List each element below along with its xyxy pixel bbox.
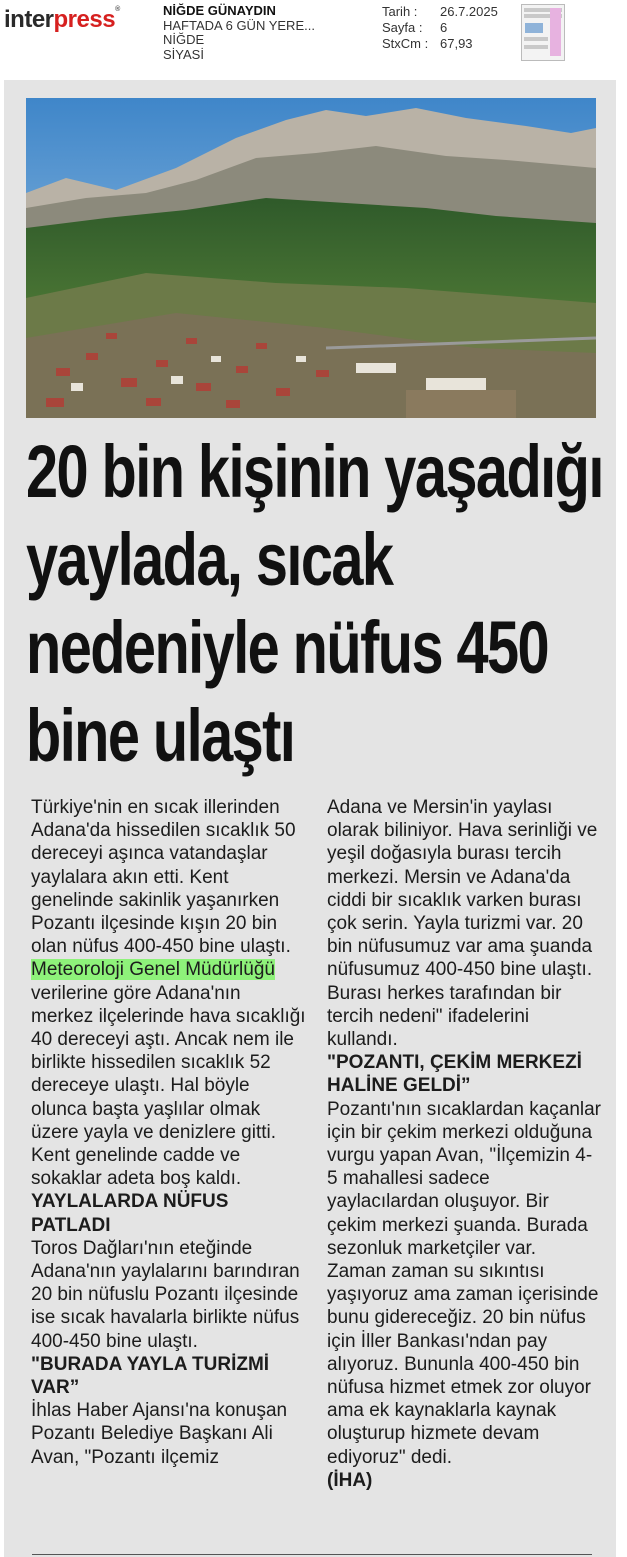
highlighted-term: Meteoroloji Genel Müdürlüğü <box>31 959 275 981</box>
date-label: Tarih : <box>382 4 418 19</box>
agency-credit: (İHA) <box>327 1469 373 1491</box>
page-label: Sayfa : <box>382 20 423 35</box>
thumb-band <box>524 37 548 41</box>
size-value: 67,93 <box>440 36 473 51</box>
size-row <box>382 36 498 52</box>
clipping-meta <box>382 4 498 52</box>
paragraph: Toros Dağları'nın eteğinde Adana'nın yaylalarını barındıran 20 bin nüfuslu Pozantı ilçesinde ise sıcak havalarla birlikte nüfus 400-450 bine ulaştı. <box>31 1237 300 1352</box>
page-row <box>382 20 498 36</box>
paragraph: Adana ve Mersin'in yaylası olarak biliniyor. Hava serinliği ve yeşil doğasıyla burası tercih merkezi. Mersin ve Adana'da ciddi bir sıcaklık varken burası çok serin. Yayla turizmi var. 20 bin nüfusumuz var ama şuanda nüfusumuz 400-450 bine ulaştı. Burası herkes tarafından bir tercih nedeni" ifadelerini kullandı. <box>327 797 598 1051</box>
article-column-left <box>31 796 306 1469</box>
date-row <box>382 4 498 20</box>
date-value: 26.7.2025 <box>440 4 498 19</box>
article-photo <box>26 98 596 418</box>
size-label: StxCm : <box>382 36 429 51</box>
publication-name: NİĞDE GÜNAYDIN <box>163 3 276 18</box>
thumb-highlight <box>550 8 561 56</box>
paragraph <box>31 958 306 1190</box>
subheading: "POZANTI, ÇEKİM MERKEZİ HALİNE GELDİ” <box>327 1052 582 1097</box>
interpress-logo <box>4 6 120 34</box>
logo-text: inter <box>4 6 54 33</box>
thumb-band <box>524 45 548 49</box>
registered-mark: ® <box>115 6 120 13</box>
bottom-divider <box>32 1554 592 1555</box>
logo-accent-text: press <box>53 6 116 33</box>
subheading: "BURADA YAYLA TURİZMİ VAR” <box>31 1353 270 1399</box>
paragraph: Zaman zaman su sıkıntısı yaşıyoruz ama zaman içerisinde bunu gidereceğiz. 20 bin nüfus için İller Bankası'ndan pay alıyoruz. Bununla 400-450 bin nüfusa hizmet etmek zor oluyor ama ek kaynaklarla kaynak oluşturup hizmete devam ediyoruz" dedi. <box>327 1261 599 1468</box>
paragraph: Türkiye'nin en sıcak illerinden Adana'da hissedilen sıcaklık 50 dereceyi aşınca vatandaşlar yaylalara akın etti. Kent genelinde sakinlik yaşanırken Pozantı ilçesinde kışın 20 bin olan nüfus 400-450 bine ulaştı. <box>31 797 296 958</box>
publication-category: SİYASİ <box>163 46 204 62</box>
clipping-header <box>0 0 627 80</box>
publication-info <box>163 4 315 62</box>
page-thumbnail[interactable] <box>521 4 565 61</box>
town-landscape-image <box>26 98 596 418</box>
page-value: 6 <box>440 20 448 35</box>
article-headline: 20 bin kişinin yaşadığı yaylada, sıcak nedeniyle nüfus 450 bine ulaştı <box>26 430 603 777</box>
publication-edition: HAFTADA 6 GÜN YERE... <box>163 17 315 33</box>
paragraph: İhlas Haber Ajansı'na konuşan Pozantı Belediye Başkanı Ali Avan, "Pozantı ilçemiz <box>31 1400 288 1468</box>
article-clipping <box>4 80 616 1557</box>
thumb-photo <box>525 23 543 33</box>
paragraph: Pozantı'nın sıcaklardan kaçanlar için bir çekim merkezi olduğuna vurgu yapan Avan, "İlçemizin 4-5 mahallesi sadece yaylacılardan oluşuyor. Bir çekim merkezi şuanda. Burada sezonluk marketçiler var. <box>327 1098 602 1259</box>
paragraph-text: verilerine göre Adana'nın merkez ilçelerinde hava sıcaklığı 40 dereceyi aştı. Ancak nem ile birlikte hissedilen sıcaklık 52 dereceye ulaştı. Hal böyle olunca başta yaşlılar olmak üzere yayla ve denizlere gitti. Kent genelinde cadde ve sokaklar adeta boş kaldı. <box>31 982 306 1190</box>
article-column-right <box>327 796 602 1492</box>
publication-city: NİĞDE <box>163 32 205 47</box>
subheading: YAYLALARDA NÜFUS PATLADI <box>31 1191 229 1236</box>
